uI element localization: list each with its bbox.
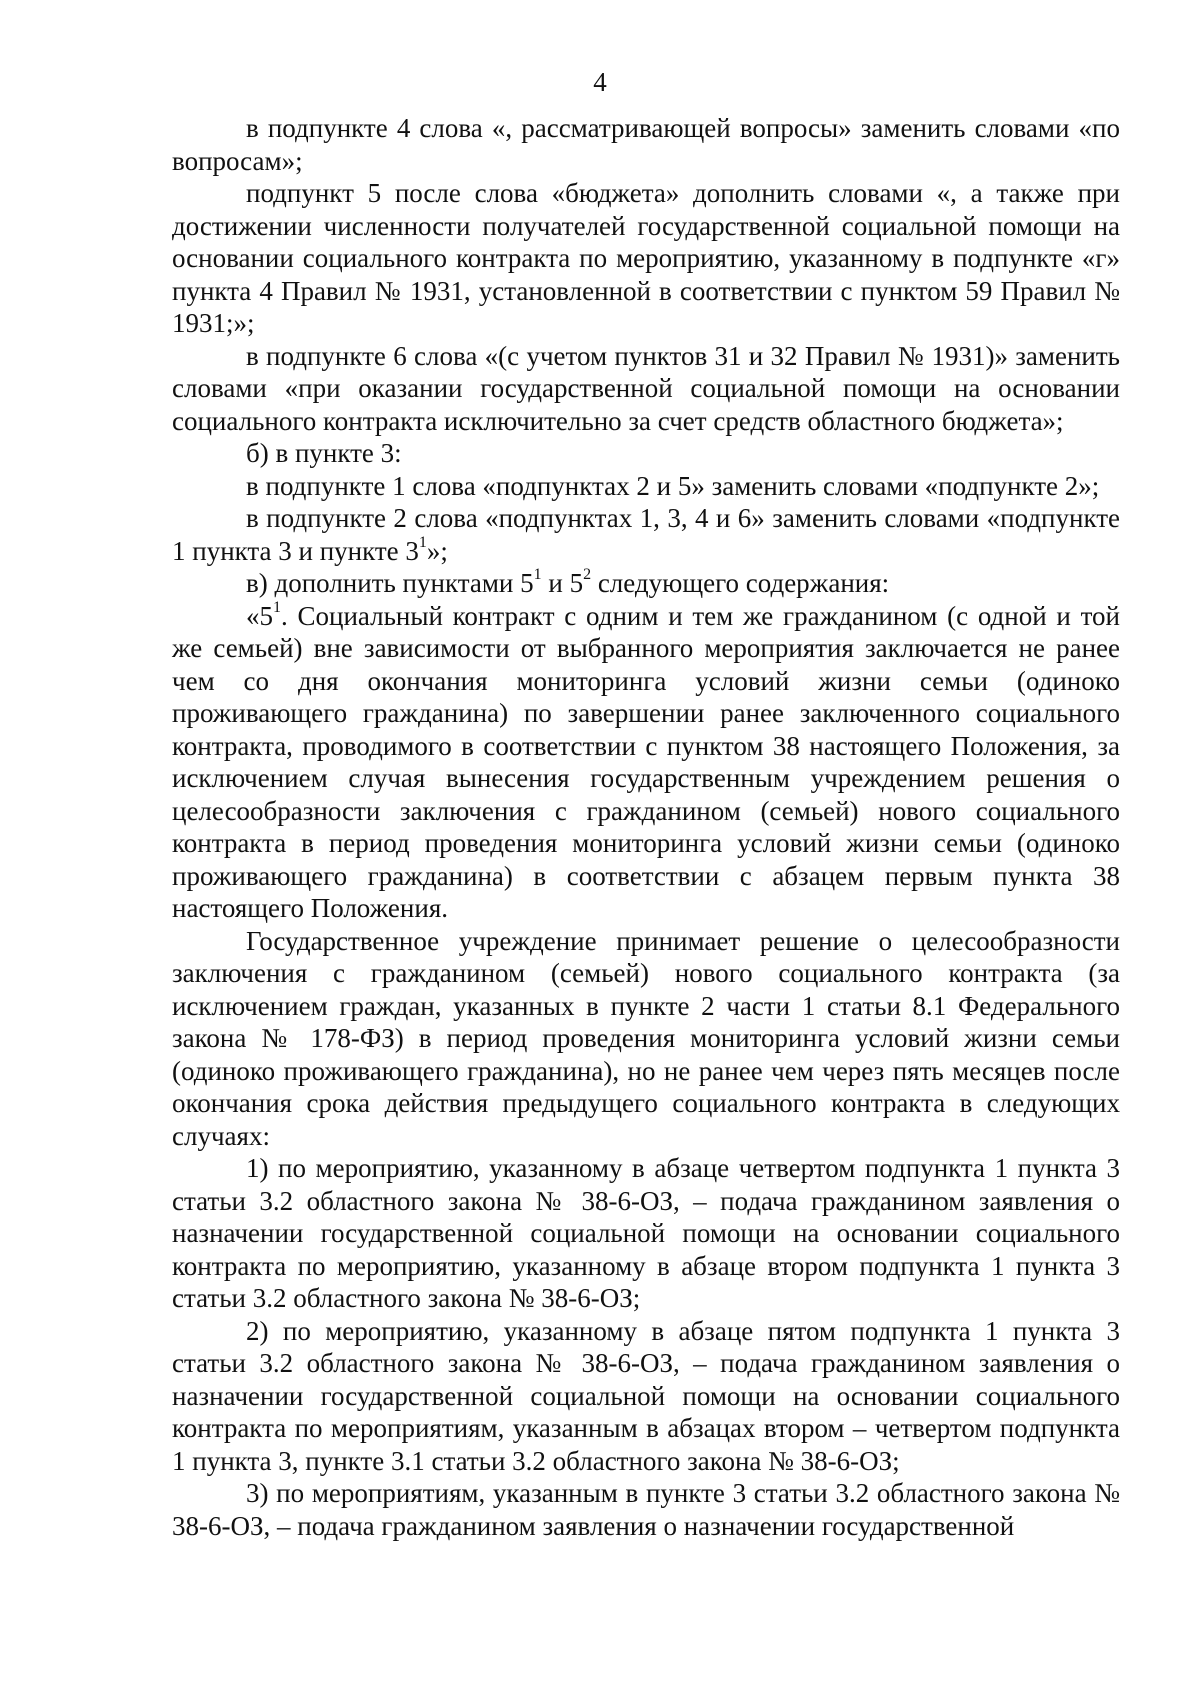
page-number: 4 — [593, 67, 607, 97]
paragraph: 3) по мероприятиям, указанным в пункте 3 статьи 3.2 областного закона № 38-6-ОЗ, – подача гражданином заявления о назначении государственной — [172, 1478, 1120, 1541]
superscript: 2 — [583, 566, 592, 583]
paragraph: б) в пункте 3: — [246, 438, 402, 468]
document-body — [172, 112, 1120, 1542]
paragraph: 1) по мероприятию, указанному в абзаце четвертом подпункта 1 пункта 3 статьи 3.2 областного закона № 38-6-ОЗ, – подача гражданином заявления о назначении государственной социальной помощи на основании социального контракта по мероприятию, указанному в абзаце втором подпункта 1 пункта 3 статьи 3.2 областного закона № 38-6-ОЗ; — [172, 1153, 1120, 1313]
paragraph: «$5^1$. Социальный контракт с одним и тем же гражданином (с одной и той же семьей) вне зависимости от выбранного мероприятия заключается не ранее чем со дня окончания мониторинга условий жизни семьи (одиноко проживающего гражданина) по завершении ранее заключенного социального контракта, проводимого в соответствии с пунктом 38 настоящего Положения, за исключением случая вынесения государственным учреждением решения о целесообразности заключения с гражданином (семьей) нового социального контракта в период проведения мониторинга условий жизни семьи (одиноко проживающего гражданина) в соответствии с абзацем первым пункта 38 настоящего Положения. — [172, 598, 1120, 923]
paragraph: подпункт 5 после слова «бюджета» дополнить словами «, а также при достижении численности получателей государственной социальной помощи на основании социального контракта по мероприятию, указанному в подпункте «г» пункта 4 Правил № 1931, установленной в соответствии с пунктом 59 Правил № 1931;»; — [172, 178, 1120, 338]
superscript: 1 — [273, 598, 281, 616]
paragraph: в подпункте 6 слова «(с учетом пунктов 31 и 32 Правил № 1931)» заменить словами «при оказании государственной социальной помощи на основании социального контракта исключительно за счет средств областного бюджета»; — [172, 340, 1120, 436]
superscript: 1 — [533, 566, 542, 583]
paragraph: Государственное учреждение принимает решение о целесообразности заключения с гражданином (семьей) нового социального контракта (за исключением граждан, указанных в пункте 2 части 1 статьи 8.1 Федерального закона № 178-ФЗ) в период проведения мониторинга условий жизни семьи (одиноко проживающего гражданина), но не ранее чем через пять месяцев после окончания срока действия предыдущего социального контракта в следующих случаях: — [172, 925, 1120, 1151]
paragraph: в подпункте 1 слова «подпунктах 2 и 5» заменить словами «подпункте 2»; — [246, 470, 1100, 501]
paragraph: в подпункте 4 слова «, рассматривающей вопросы» заменить словами «по вопросам»; — [172, 113, 1120, 176]
paragraph: 2) по мероприятию, указанному в абзаце пятом подпункта 1 пункта 3 статьи 3.2 областного закона № 38-6-ОЗ, – подача гражданином заявления о назначении государственной социальной помощи на основании социального контракта по мероприятиям, указанным в абзацах втором – четвертом подпункта 1 пункта 3, пункте 3.1 статьи 3.2 областного закона № 38-6-ОЗ; — [172, 1315, 1120, 1476]
superscript: 1 — [418, 533, 427, 551]
paragraph: в подпункте 2 слова «подпунктах 1, 3, 4 и 6» заменить словами «подпункте 1 пункта 3 и пункте $3^1$»; — [172, 503, 1120, 566]
paragraph: в) дополнить пунктами $5^1$ и $5^2$ следующего содержания: — [246, 566, 890, 598]
